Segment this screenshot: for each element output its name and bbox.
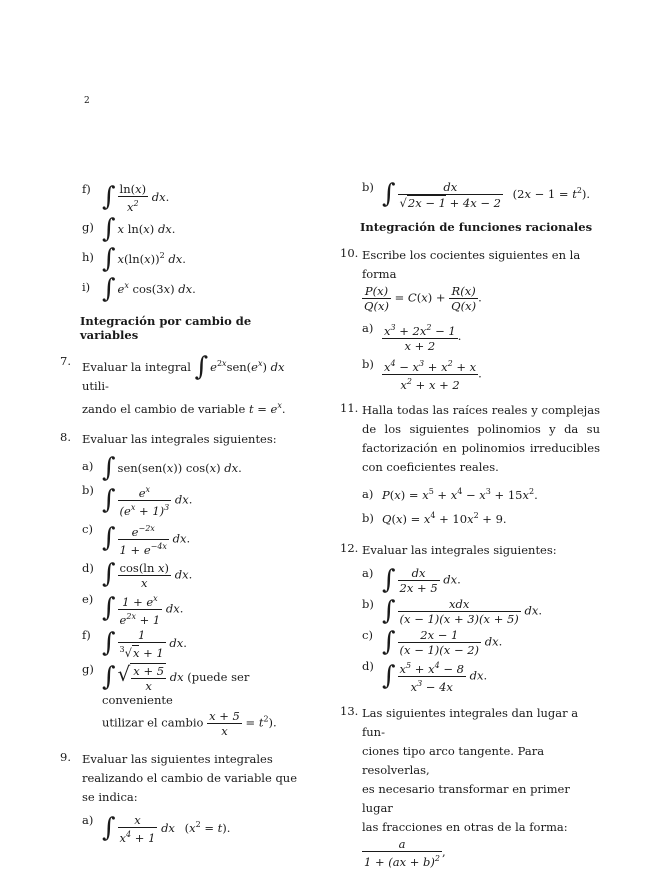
exercise-10: 10. Escribe los cocientes siguientes en la forma $\frac{P(x)}{Q(x)}$ = C(x) + $\frac{R(x)}{Q(x)}$ . [340,246,581,313]
exercise-9: 9. Evaluar las siguientes integrales realizando el cambio de variable que se indica: [60,749,298,804]
item-12c: c) ∫ $\frac{2x - 1}{(x - 1)(x - 2)}$ dx. [362,626,503,658]
exercise-8: 8. Evaluar las integrales siguientes: [60,430,277,447]
item-12b: b) ∫ $\frac{\text{xdx}}{(x - 1)(x + 3)(x + 5)}$ dx. [362,595,542,627]
item-12d: d) ∫ $\frac{x^5 + x^4 - 8}{x^3 - 4x}$ dx. [362,659,488,695]
item-8e: e) ∫ $\frac{1 + e^x}{e^{2x} + 1}$ dx. [82,591,184,627]
item-10a: a) $\frac{x^3 + 2x^2 - 1}{x + 2}$ . [362,321,462,353]
item-10b: b) $\frac{x^4 - x^3 + x^2 + x}{x^2 + x + 2}$ . [362,356,482,392]
item-11a: a) $P(x) = x^5 + x^4 - x^3 + 15x^2$. [362,487,538,503]
right-column [338,180,600,869]
item-f: f) ∫ $\frac{\ln(x)}{x^2}$ dx. [82,181,170,214]
item-9b: b) ∫ $\frac{dx}{√2x - 1 + 4x - 2}$ $(2x - 1 = t^2)$. [362,179,591,210]
item-9a: a) ∫ $\frac{x}{x^4 + 1}$ dx $(x^2 = t)$. [82,812,231,845]
left-column [58,180,308,845]
item-8f: f) ∫ $\frac{1}{^3√x + 1}$ dx. [82,628,187,661]
page-number: 2 [84,96,90,106]
item-g: g) ∫ x ln(x) dx. [82,213,176,244]
exercise-12: 12. Evaluar las integrales siguientes: [340,541,557,558]
item-8c: c) ∫ $\frac{e^{-2x}}{1 + e^{-4x}}$ dx. [82,522,191,557]
item-8b: b) ∫ $\frac{e^x}{(e^x + 1)^3}$ dx. [82,483,193,519]
exercise-11: 11. Halla todas las raíces reales y complejas de los siguientes polinomios y da su factorización en polinomios irreducibles con coeficientes reales. [340,401,600,475]
item-11b: b) $Q(x) = x^4 + 10x^2 + 9$. [362,511,507,527]
heading-racionales: Integración de funciones racionales [360,220,593,234]
item-8d: d) ∫ $\frac{\text{cos(ln x)}}{x}$ dx. [82,559,193,590]
exercise-13: 13. Las siguientes integrales dan lugar a fun- ciones tipo arco tangente. Para resolverlas, es necesario transformar en primer lugar las fracciones en otras de la forma: $\frac{a}{1 + (ax + b)^2}$ , [340,704,579,869]
heading-cambio-variables: Integración por cambio de variables [80,313,252,342]
exercise-7: 7. Evaluar la integral ∫ $e^{2x}sen(e^x)$ dx utili- zando el cambio de variable $t = e^x$. [60,351,286,416]
item-8a: a) ∫ sen(sen(x)) cos(x) dx. [82,453,242,484]
item-h: h) ∫ $x(\ln(x))^2$ dx. [82,243,186,274]
item-8g: g) ∫ √ $\frac{x + 5}{x}$ dx (puede ser conveniente utilizar el cambio $\frac{x + 5}{x}$ = $t^2$). [82,662,277,738]
item-i: i) ∫ $e^x$ cos(3x) dx. [82,273,196,304]
item-12a: a) ∫ $\frac{dx}{2x + 5}$ dx. [362,564,461,596]
